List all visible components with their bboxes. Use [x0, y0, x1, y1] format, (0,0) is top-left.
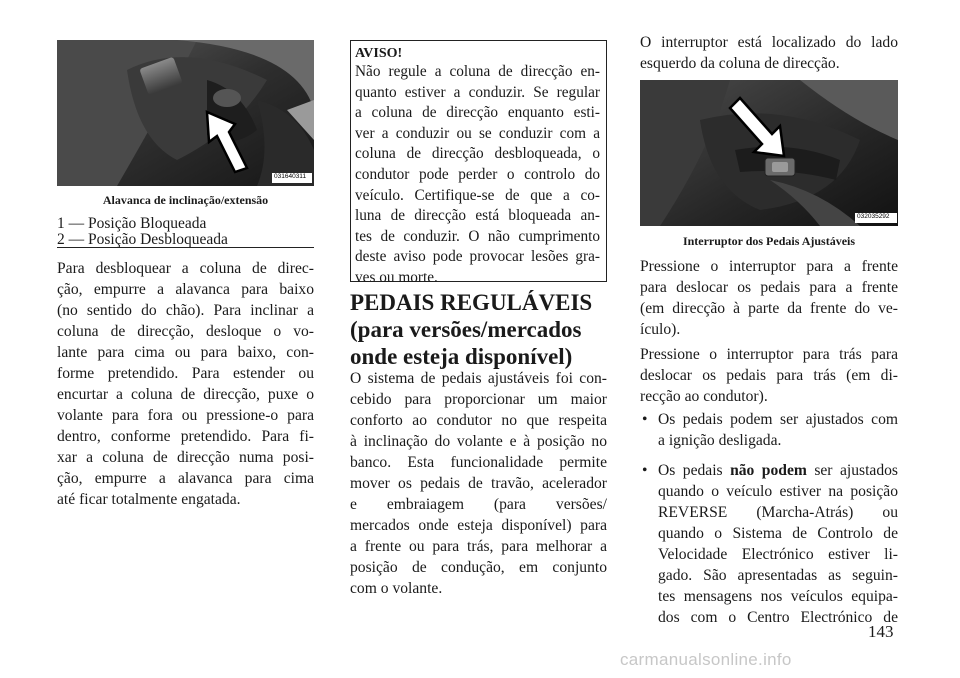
text-line: a coluna de direcção enquanto esti- — [355, 104, 600, 122]
text-line: Velocidade Electrónico estiver li- — [658, 546, 898, 563]
text-line: banco. Esta funcionalidade permite — [350, 454, 607, 471]
text-line: deslocar os pedais para trás (em di- — [640, 367, 898, 384]
text-line: quanto estiver a conduzir. Se regular — [355, 83, 600, 101]
text-line: posição de condução, em conjunto — [350, 559, 607, 576]
text-line: mover os pedais de travão, acelerador — [350, 475, 607, 492]
col3-intro — [640, 32, 898, 74]
text-line: à inclinação do volante e à posição no — [350, 433, 607, 450]
warning-box — [350, 40, 607, 286]
text-line: gado. São apresentadas as seguin- — [658, 567, 898, 584]
text-line: coluna de direcção, desloque o vo- — [57, 323, 314, 340]
text-line: forme pretendido. Para estender ou — [57, 365, 314, 382]
text-line: e embraiagem (para versões/ — [350, 496, 607, 513]
text-line: esquerdo da coluna de direcção. — [640, 55, 840, 72]
bullet-prefix: Os pedais — [658, 462, 723, 479]
text-line: tes mensagens nos veículos equipa- — [658, 588, 898, 605]
pedal-switch-illustration — [640, 80, 898, 226]
text-line: xar a coluna de direcção numa posi- — [57, 449, 314, 466]
text-line — [658, 460, 898, 481]
figure1-caption: Alavanca de inclinação/extensão — [102, 193, 269, 207]
steering-column-illustration — [57, 40, 314, 186]
text-line: O interruptor está localizado do lado — [640, 34, 898, 51]
text-line: condutor pode perder o controlo do — [355, 165, 600, 183]
text-line: ves ou morte. — [355, 268, 438, 286]
text-line: • Os pedais podem ser ajustados com — [658, 411, 898, 428]
text-line: até ficar totalmente engatada. — [57, 491, 241, 508]
text-line: Para desbloquear a coluna de direc- — [57, 260, 314, 277]
warning-title: AVISO! — [355, 46, 403, 61]
text-line: veículo. Certifique-se de que a co- — [355, 186, 600, 204]
text-line: para deslocar os pedais para a frente — [640, 279, 898, 296]
text-line: cebido para proporcionar um maior — [350, 391, 607, 408]
bullet-first-rest: ser ajustados — [814, 462, 898, 479]
section-paragraph — [350, 368, 607, 599]
text-line: ver a conduzir ou se conduzir com a — [355, 124, 600, 142]
text-line: a ignição desligada. — [658, 432, 782, 449]
text-line: ção, empurre a alavanca para baixo — [57, 281, 314, 298]
figure-pedal-switch-photo — [640, 80, 898, 226]
bullet-item — [640, 409, 898, 451]
text-line: ículo). — [640, 321, 681, 338]
page-number: 143 — [868, 622, 894, 641]
col1-paragraph — [57, 258, 314, 510]
text-line: ção, empurre a alavanca para cima — [57, 470, 314, 487]
watermark: carmanualsonline.info — [620, 650, 792, 669]
bullet-list — [640, 409, 898, 637]
legend-item-1: 1 — Posição Bloqueada — [57, 215, 207, 232]
text-line: Pressione o interruptor para a frente — [640, 258, 898, 275]
text-line: Pressione o interruptor para trás para — [640, 346, 898, 363]
heading-line: (para versões/mercados — [350, 317, 582, 342]
heading-line: PEDAIS REGULÁVEIS — [350, 290, 593, 315]
text-line: dentro, conforme pretendido. Para fi- — [57, 428, 314, 445]
text-line: quando o Sistema de Controlo de — [658, 525, 898, 542]
text-line: tes de conduzir. O não cumprimento — [355, 227, 600, 245]
text-line: quando o veículo estiver na posição — [658, 483, 898, 500]
text-line: coluna de direcção desbloqueada, o — [355, 145, 600, 163]
text-line: mercados onde esteja disponível) para — [350, 517, 607, 534]
bullet-item — [640, 460, 898, 628]
legend-divider — [57, 247, 314, 248]
figure-steering-lever-photo — [57, 40, 314, 186]
text-line: encurtar a coluna de direcção, puxe o — [57, 386, 314, 403]
legend-item-2: 2 — Posição Desbloqueada — [57, 231, 228, 248]
text-line: REVERSE (Marcha-Atrás) ou — [658, 504, 898, 521]
section-heading — [350, 289, 620, 370]
col3-paragraph-1 — [640, 256, 898, 340]
text-line: dos com o Centro Electrónico de — [658, 609, 898, 626]
figure1-image-code: 031640311 — [274, 173, 307, 180]
text-line: (em direcção à parte da frente do ve- — [640, 300, 898, 317]
text-line: recção ao condutor). — [640, 388, 768, 405]
col3-paragraph-2 — [640, 344, 898, 407]
text-line: luna de direcção está bloqueada an- — [355, 207, 600, 225]
text-line: com o volante. — [350, 580, 443, 597]
text-line: (no sentido do chão). Para inclinar a — [57, 302, 314, 319]
text-line: Não regule a coluna de direcção en- — [355, 63, 600, 80]
text-line: deste aviso pode provocar lesões gra- — [355, 248, 600, 266]
heading-line: onde esteja disponível) — [350, 344, 573, 369]
figure2-image-code: 032035292 — [857, 213, 890, 220]
text-line: a frente ou para trás, para melhorar a — [350, 538, 607, 555]
text-line: conforto ao condutor no que respeita — [350, 412, 607, 429]
warning-text — [355, 62, 600, 289]
text-line: volante para fora ou pressione-o para — [57, 407, 314, 424]
figure2-caption: Interruptor dos Pedais Ajustáveis — [682, 234, 856, 248]
text-line: lante para cima ou para baixo, con- — [57, 344, 314, 361]
bold-emphasis: não podem — [730, 462, 807, 479]
text-line: O sistema de pedais ajustáveis foi con- — [350, 370, 607, 387]
